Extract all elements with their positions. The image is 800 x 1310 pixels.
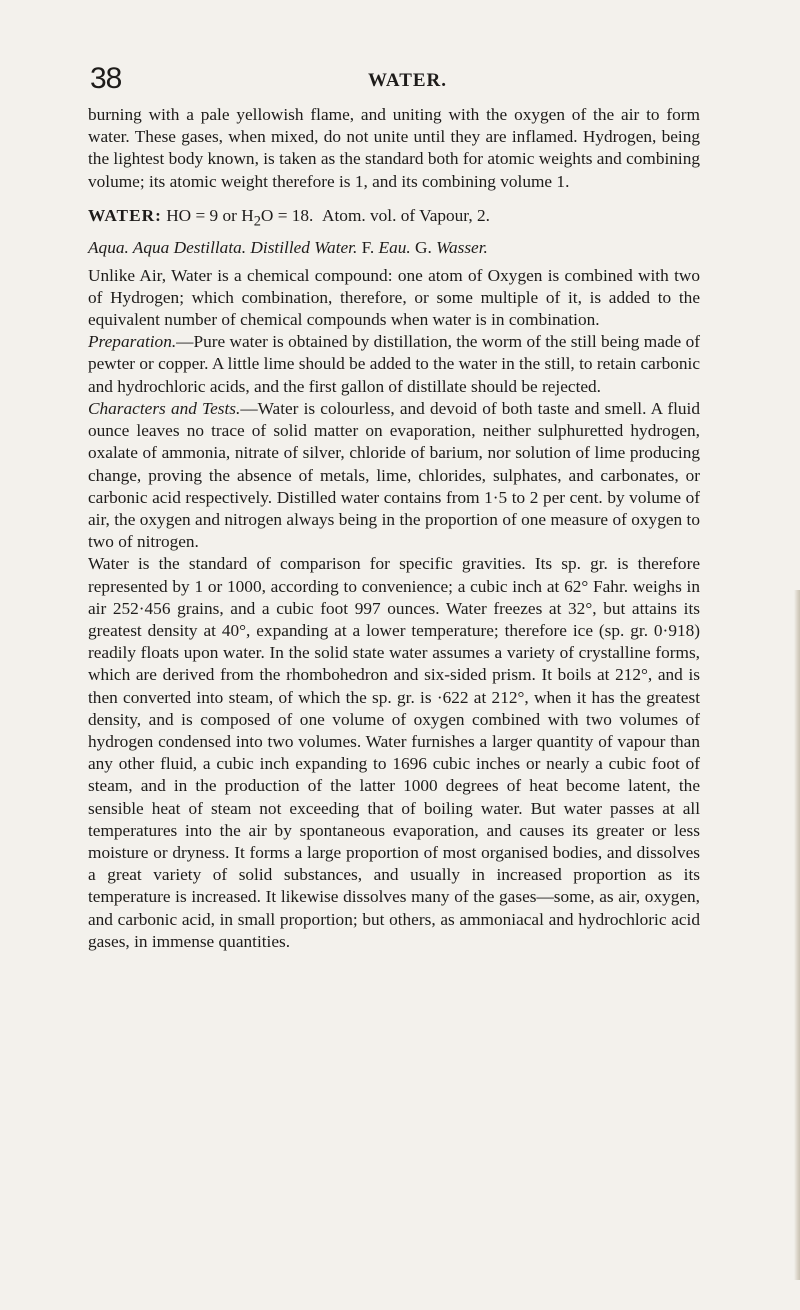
paragraph-text: —Water is colourless, and devoid of both taste and smell. A fluid ounce leaves no trace of solid matter on evaporation, neither sulphuretted hydrogen, oxalate of ammonia, nitrate of silver, chloride of barium, nor solution of lime producing change, proving the absence of metals, lime, chlorides, sulphates, and carbonates, or carbonic acid respectively. Distilled water contains from 1·5 to 2 per cent. by volume of air, the oxygen and nitrogen always being in the proportion of one measure of oxygen to two of nitrogen. xyxy=(88,398,700,552)
page-body xyxy=(88,104,700,953)
paragraph-text: Unlike Air, Water is a chemical compound: one atom of Oxygen is combined with two of Hydrogen; which combination, therefore, or some multiple of it, is added to the equivalent number of chemical compounds when water is in combination. xyxy=(88,265,700,330)
paragraph-composition xyxy=(88,265,700,332)
latin-english-names: Aqua. Aqua Destillata. Distilled Water. xyxy=(88,238,358,258)
entry-title: WATER: xyxy=(88,205,162,225)
intro-paragraph: burning with a pale yellowish flame, and uniting with the oxygen of the air to form water. These gases, when mixed, do not unite until they are inflamed. Hydrogen, being the lightest body known, is taken as the standard both for atomic weights and combining volume; its atomic weight therefore is 1, and its combining volume 1. xyxy=(88,105,700,191)
paragraph-characters-tests xyxy=(88,398,700,553)
german-label: G. xyxy=(415,238,432,258)
entry-heading xyxy=(88,205,700,233)
french-name: Eau. xyxy=(378,238,411,258)
page-header xyxy=(0,62,800,95)
formula-subscript: 2 xyxy=(253,213,261,230)
paragraph-text: Water is the standard of comparison for specific gravities. Its sp. gr. is therefore represented by 1 or 1000, according to convenience; a cubic inch at 62° Fahr. weighs in air 252·456 grains, and a cubic foot 997 ounces. Water freezes at 32°, but attains its greatest density at 40°, expanding at a lower temperature; therefore ice (sp. gr. 0·918) readily floats upon water. In the solid state water assumes a variety of crystalline forms, which are derived from the rhombohedron and six-sided prism. It boils at 212°, and is then converted into steam, of which the sp. gr. is ·622 at 212°, when it has the greatest density, and is composed of one volume of oxygen combined with two volumes of hydrogen condensed into two volumes. Water furnishes a larger quantity of vapour than any other fluid, a cubic inch expanding to 1696 cubic inches or nearly a cubic foot of steam, and in the production of the latter 1000 degrees of heat become latent, the sensible heat of steam not exceeding that of boiling water. But water passes at all temperatures into the air by spontaneous evaporation, and causes its greater or less moisture or dryness. It forms a large proportion of most organised bodies, and dissolves a great variety of solid substances, and usually in increased proportion as its temperature is increased. It likewise dissolves many of the gases—some, as air, oxygen, and carbonic acid, in small proportion; but others, as ammoniacal and hydrochloric acid gases, in immense quantities. xyxy=(88,554,700,951)
atomic-volume: Atom. vol. of Vapour, 2. xyxy=(322,205,490,225)
french-label: F. xyxy=(361,238,375,258)
formula-part: HO = 9 or H xyxy=(166,205,254,225)
paragraph-text: —Pure water is obtained by distillation, the worm of the still being made of pewter or copper. A little lime should be added to the water in the still, to retain carbonic and hydrochloric acids, and the first gallon of distillate should be rejected. xyxy=(88,332,700,396)
page-edge-shadow xyxy=(794,590,800,1280)
paragraph-preparation xyxy=(88,331,700,398)
entry-names xyxy=(88,237,700,259)
paragraph-lead: Characters and Tests. xyxy=(88,398,241,418)
paragraph-properties xyxy=(88,553,700,953)
formula xyxy=(166,205,314,230)
german-name: Wasser. xyxy=(436,238,488,258)
running-head: WATER. xyxy=(368,70,448,91)
paragraph-lead: Preparation. xyxy=(88,332,177,352)
formula-part: O = 18. xyxy=(260,205,314,225)
page-number: 38 xyxy=(90,62,122,95)
